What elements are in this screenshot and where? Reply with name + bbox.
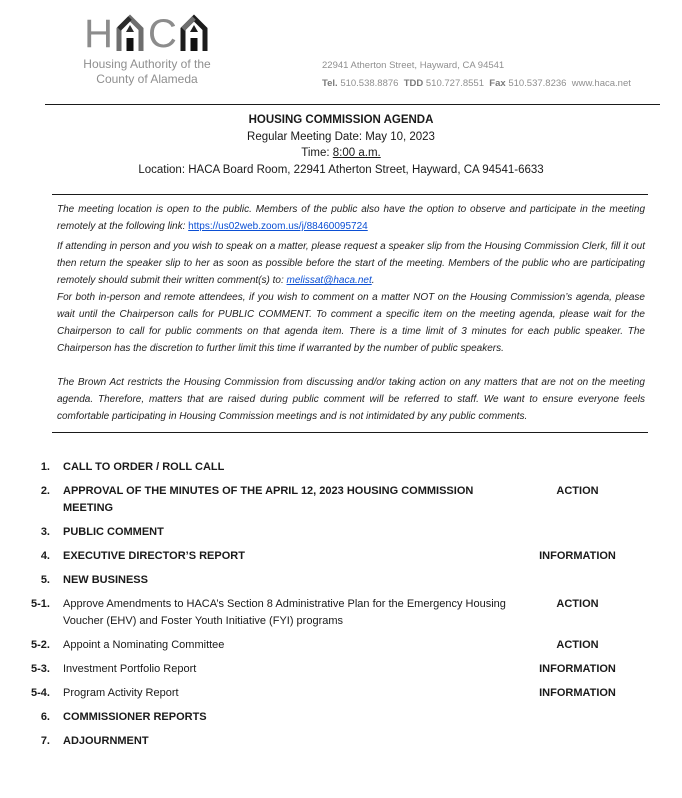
notice-paragraph-brown-act: The Brown Act restricts the Housing Commission from discussing and/or taking action on any matters that are not on the meeting agenda. Therefore, matters that are raised during public comment will be referred to staff. We want to ensure everyone feels comfortable participating in Housing Commission meetings and is not intimidated by any public comments. — [57, 377, 645, 422]
item-text: Program Activity Report — [63, 687, 179, 699]
agenda-item-6 — [24, 709, 642, 726]
letterhead — [0, 0, 682, 104]
house-icon — [178, 13, 210, 53]
item-status: ACTION — [556, 485, 599, 497]
website-link[interactable]: www.haca.net — [571, 78, 631, 89]
agenda-item-4 — [24, 548, 642, 565]
org-name-line1: Housing Authority of the — [83, 57, 211, 71]
street-address: 22941 Atherton Street, Hayward, CA 94541 — [322, 60, 505, 71]
item-number: 5-1. — [31, 598, 50, 610]
item-number: 2. — [40, 485, 50, 497]
notice-paragraph-public-comment: For both in-person and remote attendees, if you wish to comment on a matter NOT on the Housing Commission’s agenda, please wait until the Chairperson calls for PUBLIC COMMENT. To comment a specific item on the meeting agenda, please wait for the Chairperson to call for public comments on that agenda item. There is a time limit of 3 minutes for each public speaker. The Chairperson has the discretion to further limit this time if warranted by the number of public speakers. — [57, 292, 645, 354]
meeting-location-line: Location: HACA Board Room, 22941 Atherton Street, Hayward, CA 94541-6633 — [138, 163, 544, 176]
item-status: ACTION — [556, 598, 599, 610]
notice-paragraph-speaker-slip — [57, 238, 645, 289]
item-text: NEW BUSINESS — [63, 574, 148, 586]
item-number: 7. — [40, 735, 50, 747]
haca-logo-letters — [62, 10, 232, 54]
house-icon — [114, 13, 146, 53]
fax-number: 510.537.8236 — [508, 78, 567, 89]
tel-label: Tel. — [322, 78, 338, 89]
item-number: 6. — [40, 711, 50, 723]
agenda-list — [0, 433, 682, 750]
item-text: ADJOURNMENT — [63, 735, 149, 747]
page-title: HOUSING COMMISSION AGENDA — [248, 114, 434, 126]
item-text: PUBLIC COMMENT — [63, 526, 164, 538]
item-text: EXECUTIVE DIRECTOR’S REPORT — [63, 550, 245, 562]
title-block — [0, 105, 682, 194]
org-name-line2: County of Alameda — [96, 72, 198, 86]
item-status: ACTION — [556, 639, 599, 651]
item-number: 5-4. — [31, 687, 50, 699]
notice-p2-text: If attending in person and you wish to speak on a matter, please request a speaker slip from the Housing Commission Clerk, fill it out then return the speaker slip to her as soon as possible before the start of the meeting. Members of the public who are participating remotely should submit their written comment(s) to: — [57, 241, 645, 286]
item-number: 5-2. — [31, 639, 50, 651]
agenda-item-5 — [24, 572, 642, 589]
item-status: INFORMATION — [539, 550, 616, 562]
meeting-date-line: Regular Meeting Date: May 10, 2023 — [247, 130, 435, 143]
item-number: 5. — [40, 574, 50, 586]
agenda-item-5-1 — [24, 596, 642, 630]
notice-p2-period: . — [371, 275, 375, 286]
item-text: CALL TO ORDER / ROLL CALL — [63, 461, 225, 473]
logo-letter-c: C — [148, 12, 176, 56]
item-number: 3. — [40, 526, 50, 538]
item-text: Appoint a Nominating Committee — [63, 639, 225, 651]
zoom-meeting-link[interactable]: https://us02web.zoom.us/j/88460095724 — [188, 221, 368, 232]
agenda-item-5-4 — [24, 685, 642, 702]
org-name — [62, 57, 232, 87]
agenda-item-7 — [24, 733, 642, 750]
notice-p1-text: The meeting location is open to the public. Members of the public also have the option to observe and participate in the meeting remotely at the following link: — [57, 204, 645, 232]
agenda-item-5-3 — [24, 661, 642, 678]
item-text: Approve Amendments to HACA’s Section 8 Administrative Plan for the Emergency Housing Voucher (EHV) and Foster Youth Initiative (FYI) programs — [63, 598, 506, 627]
agenda-item-1 — [24, 459, 642, 476]
tdd-label: TDD — [403, 78, 424, 89]
item-text: APPROVAL OF THE MINUTES OF THE APRIL 12, 2023 HOUSING COMMISSION MEETING — [63, 485, 474, 514]
fax-label: Fax — [489, 78, 506, 89]
item-number: 5-3. — [31, 663, 50, 675]
meeting-time-line — [0, 145, 682, 162]
item-number: 1. — [40, 461, 50, 473]
agenda-item-5-2 — [24, 637, 642, 654]
tel-number: 510.538.8876 — [340, 78, 399, 89]
logo-letter-h: H — [84, 12, 112, 56]
contact-info — [322, 57, 631, 93]
agenda-item-3 — [24, 524, 642, 541]
public-notice — [0, 195, 682, 432]
item-text: COMMISSIONER REPORTS — [63, 711, 207, 723]
item-text: Investment Portfolio Report — [63, 663, 197, 675]
time-label: Time: — [301, 147, 333, 159]
item-status: INFORMATION — [539, 663, 616, 675]
item-status: INFORMATION — [539, 687, 616, 699]
time-value: 8:00 a.m. — [332, 147, 381, 159]
clerk-email-link[interactable]: melissat@haca.net — [286, 275, 372, 286]
haca-logo — [62, 10, 232, 87]
item-number: 4. — [40, 550, 50, 562]
agenda-item-2 — [24, 483, 642, 517]
notice-paragraph-remote — [57, 201, 645, 235]
phone-line — [322, 75, 631, 93]
tdd-number: 510.727.8551 — [425, 78, 485, 89]
